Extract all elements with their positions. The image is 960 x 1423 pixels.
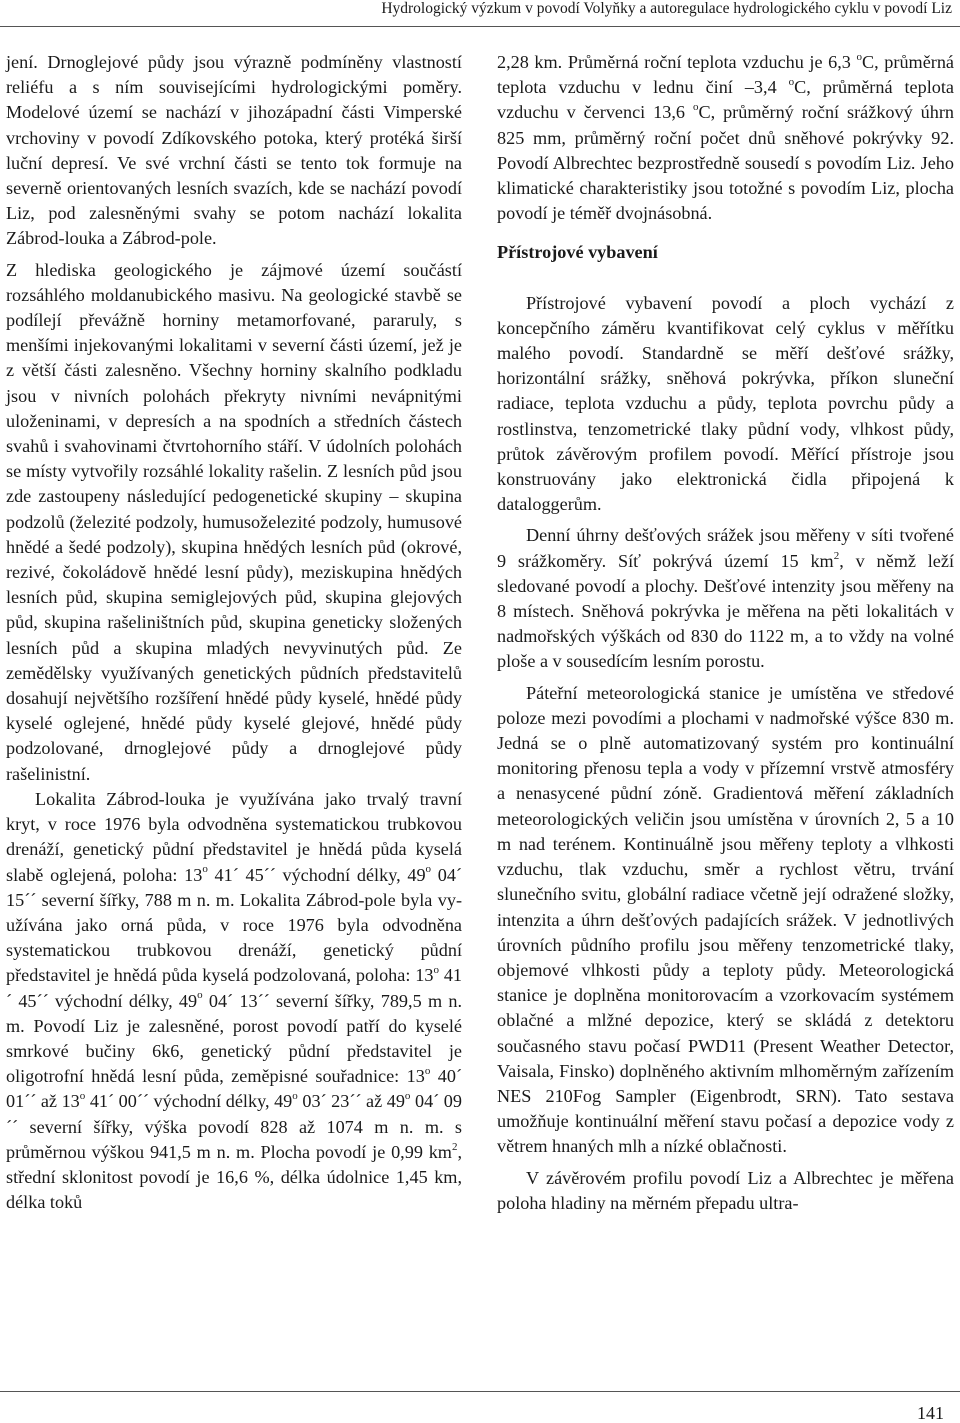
paragraph: Denní úhrny dešťových srážek jsou měřeny v síti tvořené 9 srážkoměry. Síť pokrývá území 15 $km^2$, v němž leží sledované povodí a plochy. Dešťové intenzity jsou měřeny na 8 místech. Sněhová pokrývka je měřena na pěti lokalitách v nadmořských výškách od 830 do 1122 m, a to vždy na volné ploše a v sousedícím lesním porostu. xyxy=(497,525,955,672)
paragraph: V závěrovém profilu povodí Liz a Albrechtec je měřena poloha hladiny na měrném přepadu ultra- xyxy=(497,1167,954,1213)
paragraph: jení. Drnoglejové půdy jsou výrazně podmíněny vlastností reliéfu a s ním souvisejícími hydrologickými poměry. Modelové území se nachází v jihozápadní části Vimperské vrchoviny v povodí Zdíkovského potoka, který protéká širší luční depresí. Ve své vrchní části se tento tok formuje na severně orientovaných lesních svazích, kde se nachází povodí Liz, pod zalesněnými svahy se potom nachází lokalita Zábrod-louka a Zábrod-pole. xyxy=(6,52,462,249)
header-rule xyxy=(0,26,960,27)
footer-rule xyxy=(0,1391,960,1392)
running-head: Hydrologický výzkum v povodí Volyňky a autoregulace hydrologického cyklu v povodí Liz xyxy=(381,0,952,17)
section-heading: Přístrojové vybavení xyxy=(497,242,658,263)
right-column xyxy=(497,50,954,1216)
paragraph: 2,28 km. Průměrná roční teplota vzduchu je 6,3 $^o$C, průměrná teplota vzduchu v lednu činí –3,4 $^o$C, průměrná teplota vzduchu v červenci 13,6 $^o$C, průměrný roční srážkový úhrn 825 mm, průměrný roční počet dnů sněhové pokrývky 92. Povodí Albrechtec bezprostředně sousedí s povodím Liz. Jeho klimatické charakteristiky jsou totožné s povodím Liz, plocha povodí je téměř dvojnásobná. xyxy=(497,50,954,224)
paragraph: Páteřní meteorologická stanice je umístěna ve středové poloze mezi povodími a plochami v nadmořské výšce 830 m. Jedná se o plně automatizovaný systém pro kontinuální monitoring přenosu tepla a vody v přízemní vrstvě atmosféry a nenasycené půdní zóně. Gradientová měření základních meteorologických veličin jsou umístěna v úrovních 2, 5 a 10 m nad terénem. Kontinuálně jsou měřeny teploty a vlhkosti vzduchu, tlak vzduchu, směr a rychlost větru, trvání slunečního svitu, globální radiace včetně její odražené složky, intenzita a úhrn dešťových padajících srážek. V jednotlivých úrovních půdního profilu jsou měřeny tenzometrické tlaky, objemové vlhkosti půdy a teploty půdy. Meteorologická stanice je doplněna monitorovacím a vzorkovacím systémem oblačné a mlžné depozice, který se skládá z detektoru současného stavu počasí PWD11 (Present Weather Detector, Vaisala, Finsko) doplněného aktivním mlhoměrným zařízením NES 210Fog Sampler (Eigenbrodt, SRN). Tato sestava umožňuje kontinuální měření stavu počasí a depozice vody z větrem hnaných mlh a nízké oblačnosti. xyxy=(497,682,954,1157)
paragraph: Lokalita Zábrod-louka je využívána jako trvalý travní kryt, v roce 1976 byla odvodněna systematickou trubkovou drenáží, genetický půdní představitel je hnědá půda kyselá slabě oglejená, poloha: 13$^o$ 41´ 45´´ východní délky, 49$^o$ 04´ 15´´ severní šířky, 788 m n. m. Lokalita Zábrod-pole byla využívána jako orná půda, v roce 1976 byla odvodněna systematickou trubkovou drenáží, genetický půdní představitel je hnědá půda kyselá podzolovaná, poloha: 13$^o$ 41´ 45´´ východní délky, 49$^o$ 04´ 13´´ severní šířky, 789,5 m n. m. Povodí Liz je zalesněné, porost povodí patří do kyselé smrkové bučiny 6k6, genetický půdní představitel je oligotrofní hnědá lesní půda, zeměpisné souřadnice: 13$^o$ 40´ 01´´ až 13$^o$ 41´ 00´´ východní délky, 49$^o$ 03´ 23´´ až 49$^o$ 04´ 09´´ severní šířky, výška povodí 828 až 1074 m n. m. s průměrnou výškou 941,5 m n. m. Plocha povodí je 0,99 $km^2$, střední sklonitost povodí je 16,6 %, délka údolnice 1,45 km, délka toků xyxy=(6,788,463,1213)
page-number: 141 xyxy=(917,1403,944,1423)
left-column xyxy=(6,50,462,1215)
paragraph: Přístrojové vybavení povodí a ploch vychází z koncepčního záměru kvantifikovat celý cyklus v měřítku malého povodí. Standardně se měří dešťové srážky, horizontální srážky, sněhová pokrývka, příkon sluneční radiace, teplota vzduchu a půdy, teplota povrchu půdy a rostlinstva, tenzometrické tlaky půdní vody, vlhkost půdy, průtok závěrovým profilem povodí. Měřící přístroje jsou konstruovány jako elektronická čidla připojená k dataloggerům. xyxy=(497,292,954,515)
paragraph: Z hlediska geologického je zájmové území součástí rozsáhlého moldanubického masivu. Na geologické stavbě se podílejí převážně horniny metamorfované, pararuly, s menšími injekovanými lokalitami v severní části území, jež je z větší části zalesněno. Všechny horniny skalního podkladu jsou v nivních polohách překryty nivními nevápnitými uloženinami, v depresích a na spodních a středních částech svahů i svahovinami čtvrtohorního stáří. V údolních polohách se místy vytvořily rozsáhlé lokality rašelin. Z lesních půd jsou zde zastoupeny následující pedogenetické skupiny – skupina podzolů (železité podzoly, humusoželezité podzoly, humusové hnědé a šedé podzoly), skupina hnědých lesních půd (okrové, rezivé, čokoládově hnědé lesní půdy), meziskupina hnědých lesních půd, skupina semiglejových půd, skupina glejových půd, skupina rašeliništních půd, skupina geneticky složených lesních půd a skupina mladých nevyvinutých půd. Ze zemědělsky využívaných genetických půdních představitelů dosahují největšího rozšíření hnědé půdy kyselé, hnědé půdy kyselé oglejené, hnědé půdy kyselé glejové, hnědé půdy podzolované, drnoglejové půdy a drnoglejové půdy rašelinistní. xyxy=(6,259,462,784)
